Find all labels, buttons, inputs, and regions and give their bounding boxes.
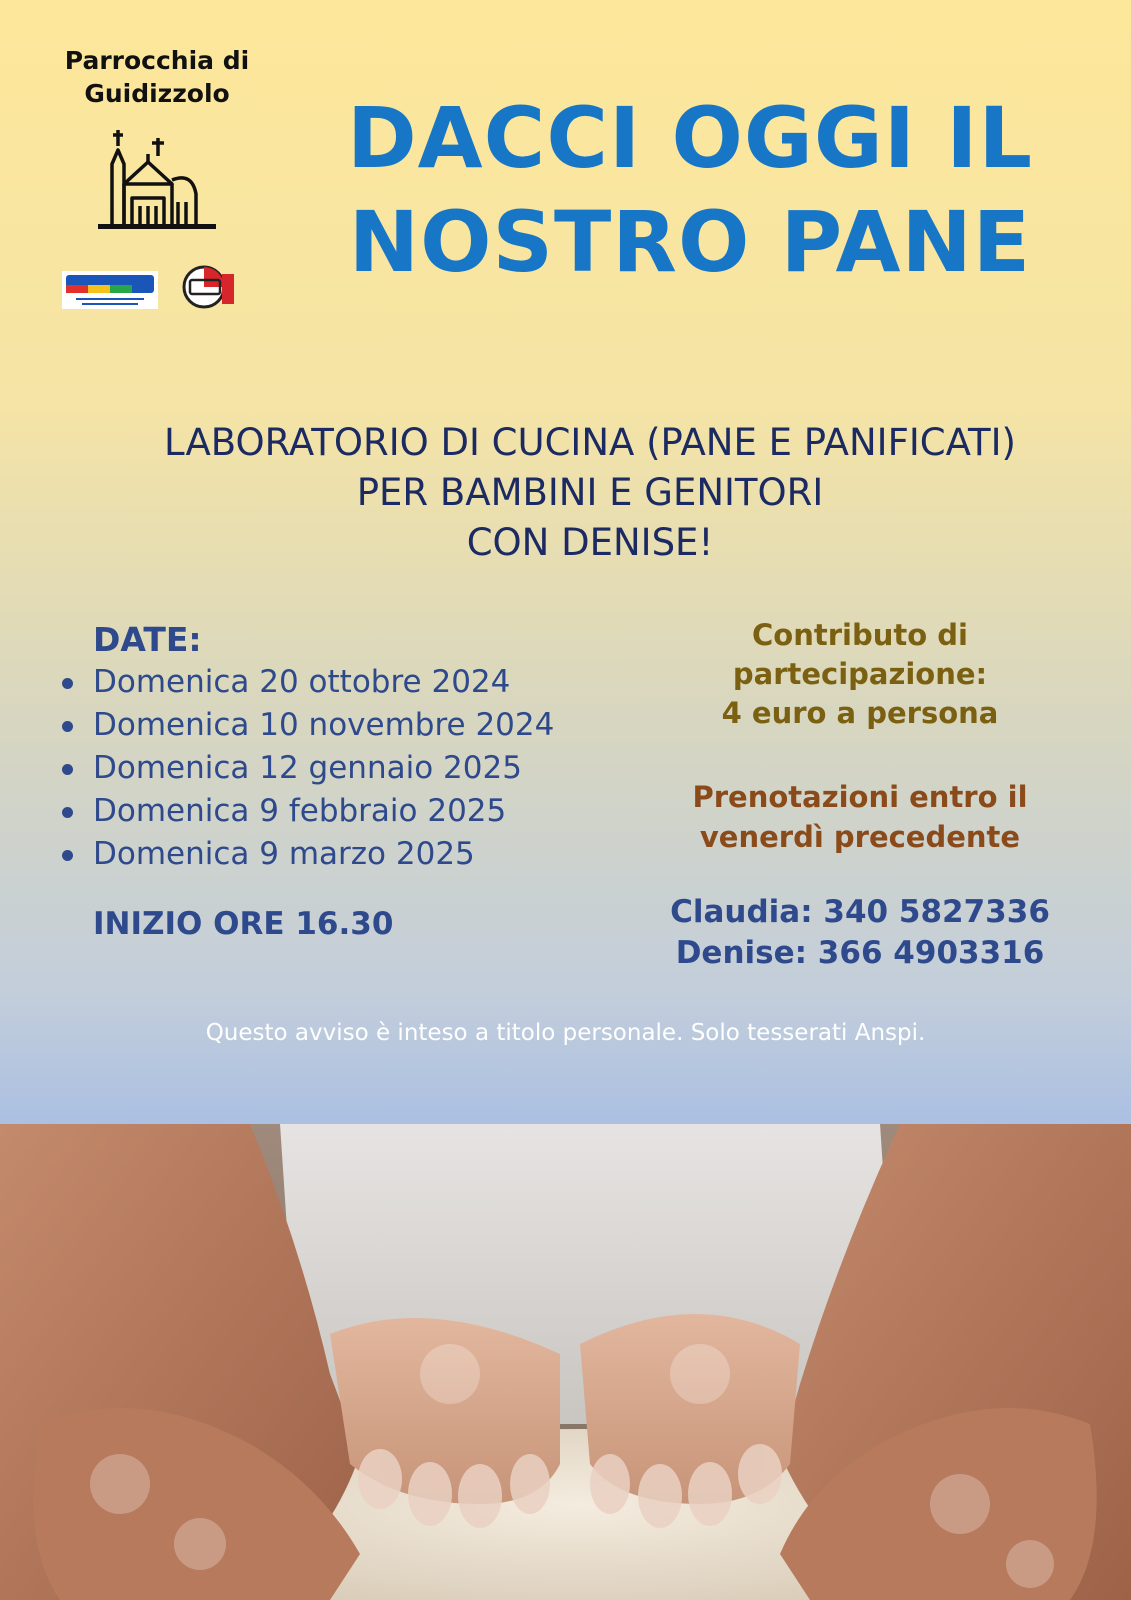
date-item: Domenica 20 ottobre 2024 (60, 662, 554, 705)
date-item: Domenica 10 novembre 2024 (60, 705, 554, 748)
date-item: Domenica 9 marzo 2025 (60, 834, 554, 877)
contact-denise: Denise: 366 4903316 (675, 935, 1045, 971)
booking-line-1: Prenotazioni entro il (692, 780, 1028, 814)
hands-kneading-dough-photo (0, 1124, 1131, 1600)
start-time: INIZIO ORE 16.30 (93, 906, 394, 942)
dates-list (60, 662, 554, 877)
title-line-1: DACCI OGGI IL (346, 89, 1034, 187)
date-item: Domenica 12 gennaio 2025 (60, 748, 554, 791)
title-line-2: NOSTRO PANE (348, 193, 1032, 291)
subtitle (90, 418, 1090, 568)
contacts (650, 892, 1070, 974)
booking-info (660, 777, 1060, 857)
subtitle-line-2: PER BAMBINI E GENITORI (356, 471, 824, 514)
contribution-info (660, 616, 1060, 733)
contact-claudia: Claudia: 340 5827336 (670, 894, 1050, 930)
church-icon (96, 124, 220, 232)
contribution-line-2: partecipazione: (732, 657, 988, 691)
booking-line-2: venerdì precedente (699, 820, 1021, 854)
contribution-line-1: Contributo di (752, 618, 968, 652)
contribution-line-3: 4 euro a persona (721, 696, 999, 730)
date-item: Domenica 9 febbraio 2025 (60, 791, 554, 834)
notice: Questo avviso è inteso a titolo personale. Solo tesserati Anspi. (205, 1020, 926, 1046)
subtitle-line-1: LABORATORIO DI CUCINA (PANE E PANIFICATI) (164, 421, 1016, 464)
main-title (340, 86, 1040, 294)
parish-line-1: Parrocchia di (64, 46, 250, 75)
oratorio-logo (176, 264, 236, 310)
anspi-logo (62, 271, 158, 309)
subtitle-line-3: CON DENISE! (466, 521, 714, 564)
parish-name (52, 44, 262, 110)
dates-heading: DATE: (93, 620, 202, 659)
parish-line-2: Guidizzolo (84, 79, 230, 108)
